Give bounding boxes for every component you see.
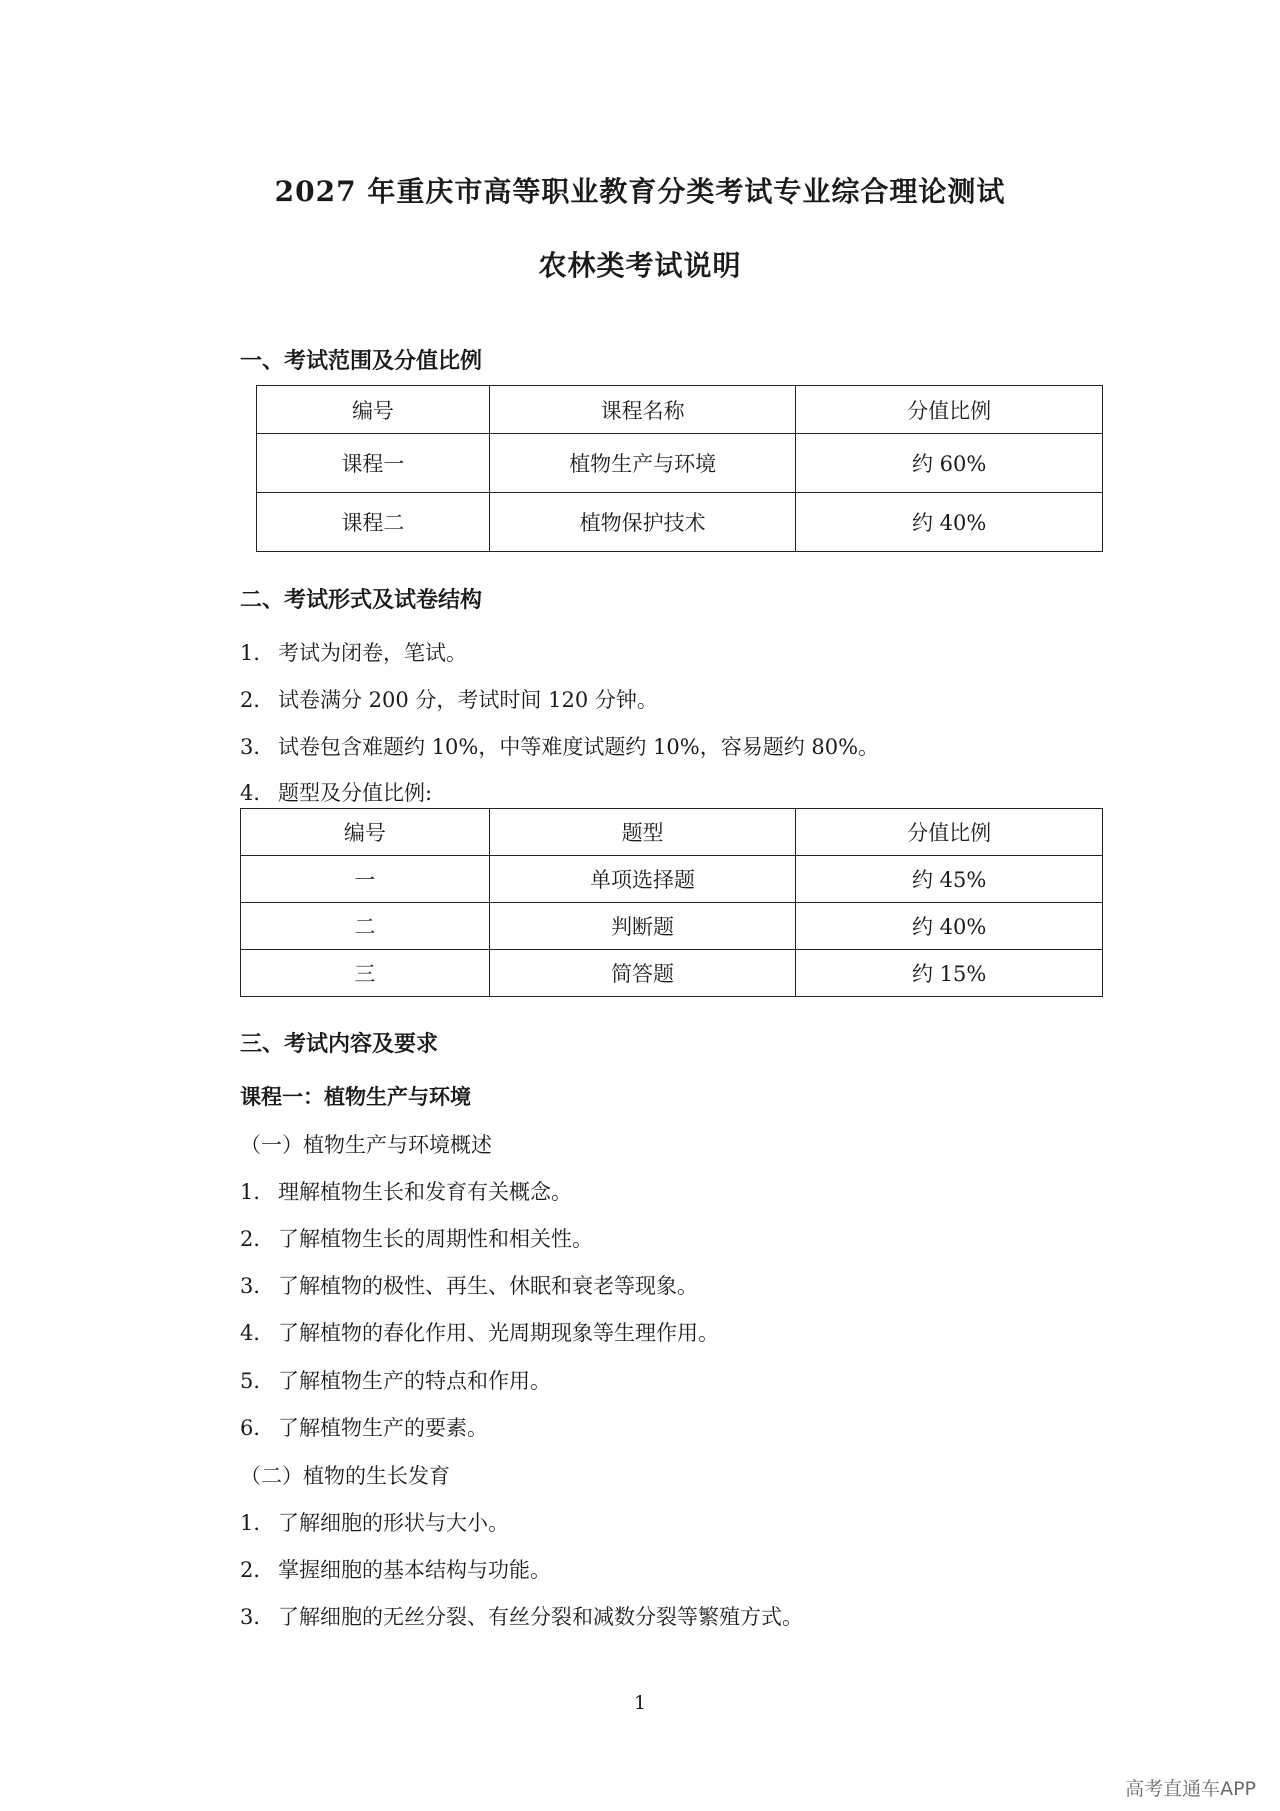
table-cell: 一: [241, 856, 490, 903]
list-text: 了解植物生长的周期性和相关性。: [278, 1227, 593, 1251]
list-text: 了解植物的春化作用、光周期现象等生理作用。: [278, 1321, 719, 1345]
list-text: 理解植物生长和发育有关概念。: [278, 1180, 572, 1204]
subsection-heading: （一）植物生产与环境概述: [240, 1133, 492, 1157]
course-score-table: [256, 385, 1103, 552]
list-number: 1．: [240, 641, 275, 665]
table-header-cell: 分值比例: [796, 386, 1103, 434]
table-row: [241, 856, 1103, 903]
subsection-heading: （二）植物的生长发育: [240, 1464, 450, 1488]
table-header-cell: 分值比例: [796, 809, 1103, 856]
table-header-cell: 编号: [241, 809, 490, 856]
table-cell: 简答题: [489, 950, 796, 997]
list-text: 了解细胞的无丝分裂、有丝分裂和减数分裂等繁殖方式。: [278, 1605, 803, 1629]
list-item: [240, 1365, 551, 1395]
list-text: 了解植物的极性、再生、休眠和衰老等现象。: [278, 1274, 698, 1298]
list-text: 试卷满分 200 分，考试时间 120 分钟。: [278, 688, 658, 712]
list-item: [240, 777, 432, 807]
list-item: [240, 1317, 719, 1347]
table-header-cell: 编号: [257, 386, 490, 434]
list-number: 4．: [240, 1321, 275, 1345]
table-cell: 约 15%: [796, 950, 1103, 997]
list-item: [240, 1601, 803, 1631]
list-text: 掌握细胞的基本结构与功能。: [278, 1558, 551, 1582]
list-item: [240, 637, 467, 667]
page-number: 1: [633, 1692, 647, 1714]
list-text: 了解植物生产的要素。: [278, 1416, 488, 1440]
list-text: 了解植物生产的特点和作用。: [278, 1369, 551, 1393]
list-number: 1．: [240, 1180, 275, 1204]
table-cell: 约 45%: [796, 856, 1103, 903]
table-cell: 植物保护技术: [489, 493, 795, 552]
list-item: [240, 1507, 509, 1537]
table-cell: 约 60%: [796, 434, 1103, 493]
table-cell: 植物生产与环境: [489, 434, 795, 493]
table-row: [241, 950, 1103, 997]
table-cell: 约 40%: [796, 903, 1103, 950]
table-header-cell: 题型: [489, 809, 796, 856]
list-item: [240, 1412, 488, 1442]
table-cell: 二: [241, 903, 490, 950]
list-number: 1．: [240, 1511, 275, 1535]
list-text: 考试为闭卷，笔试。: [278, 641, 467, 665]
table-cell: 单项选择题: [489, 856, 796, 903]
table-cell: 三: [241, 950, 490, 997]
table-row: [257, 434, 1103, 493]
section-heading-content: 三、考试内容及要求: [240, 1032, 439, 1057]
table-row: [241, 903, 1103, 950]
question-type-table: [240, 808, 1103, 997]
list-number: 3．: [240, 1605, 275, 1629]
table-cell: 课程二: [257, 493, 490, 552]
table-header-row: [241, 809, 1103, 856]
section-heading-format: 二、考试形式及试卷结构: [240, 588, 483, 613]
list-item: [240, 1554, 551, 1584]
list-text: 了解细胞的形状与大小。: [278, 1511, 509, 1535]
list-item: [240, 731, 879, 761]
watermark: 高考直通车APP: [1125, 1778, 1256, 1800]
list-item: [240, 1223, 593, 1253]
list-item: [240, 1270, 698, 1300]
list-number: 3．: [240, 1274, 275, 1298]
document-subtitle: 农林类考试说明: [538, 249, 742, 282]
list-text: 题型及分值比例:: [278, 781, 433, 805]
table-cell: 判断题: [489, 903, 796, 950]
table-header-cell: 课程名称: [489, 386, 795, 434]
list-number: 2．: [240, 1227, 275, 1251]
list-number: 5．: [240, 1369, 275, 1393]
list-number: 2．: [240, 688, 275, 712]
document-title: 2027 年重庆市高等职业教育分类考试专业综合理论测试: [274, 175, 1006, 208]
table-header-row: [257, 386, 1103, 434]
list-number: 6．: [240, 1416, 275, 1440]
course-heading: 课程一：植物生产与环境: [240, 1085, 471, 1109]
section-heading-scope: 一、考试范围及分值比例: [240, 349, 483, 374]
table-cell: 约 40%: [796, 493, 1103, 552]
list-number: 3．: [240, 735, 275, 759]
table-cell: 课程一: [257, 434, 490, 493]
list-item: [240, 684, 658, 714]
list-number: 4．: [240, 781, 275, 805]
table-row: [257, 493, 1103, 552]
list-item: [240, 1176, 572, 1206]
list-number: 2．: [240, 1558, 275, 1582]
list-text: 试卷包含难题约 10%，中等难度试题约 10%，容易题约 80%。: [278, 735, 880, 759]
